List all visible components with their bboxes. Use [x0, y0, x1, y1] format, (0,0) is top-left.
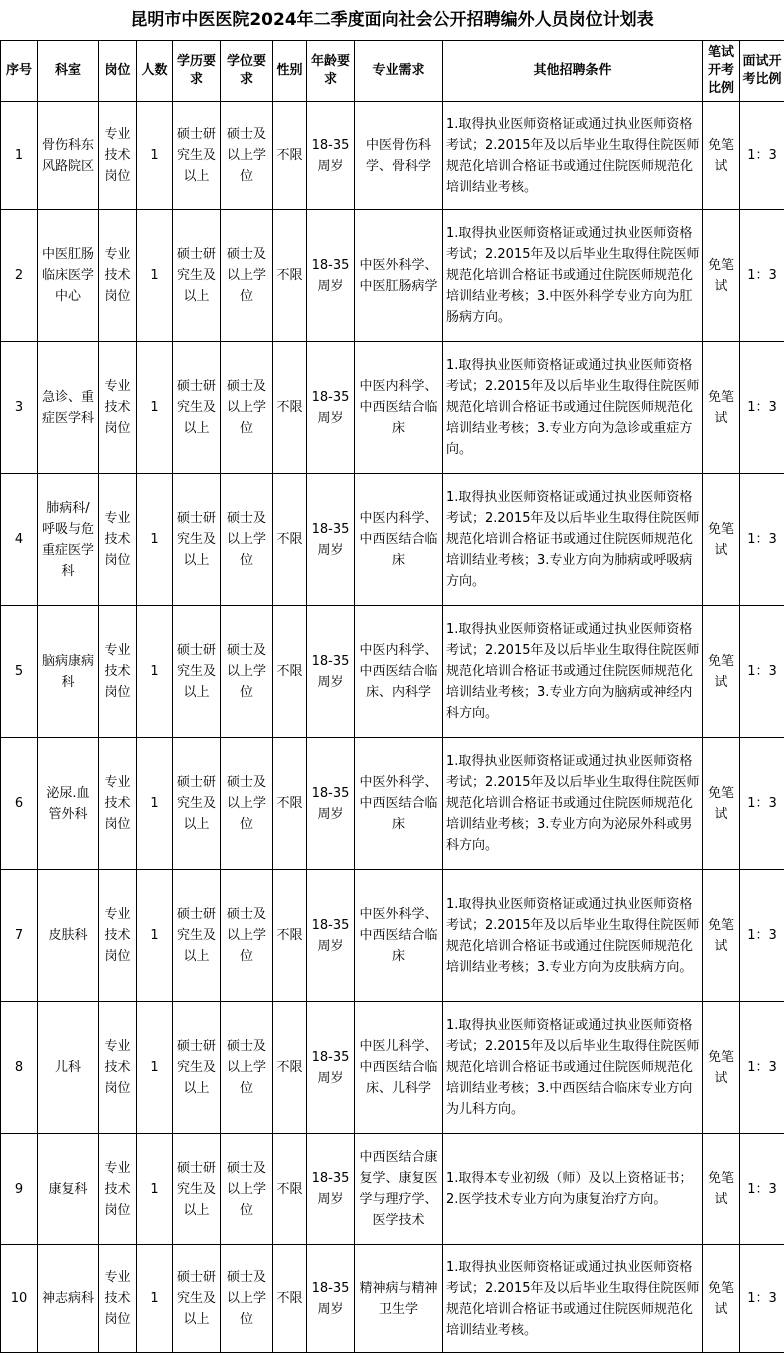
cell-interview: 1：3: [740, 210, 784, 342]
cell-gender: 不限: [273, 606, 307, 738]
table-row: [1, 1245, 784, 1353]
cell-interview: 1：3: [740, 102, 784, 210]
header-cell: 学历要求: [173, 41, 221, 102]
header-cell: 专业需求: [355, 41, 443, 102]
cell-major: 中医内科学、中西医结合临床: [355, 474, 443, 606]
cell-edu: 硕士研究生及以上: [173, 1134, 221, 1245]
table-row: [1, 342, 784, 474]
cell-post: 专业技术岗位: [99, 606, 137, 738]
header-cell: 其他招聘条件: [443, 41, 703, 102]
cell-post: 专业技术岗位: [99, 1245, 137, 1353]
cell-gender: 不限: [273, 1134, 307, 1245]
cell-edu: 硕士研究生及以上: [173, 474, 221, 606]
cell-major: 中医外科学、中医肛肠病学: [355, 210, 443, 342]
cell-conditions: 1.取得执业医师资格证或通过执业医师资格考试；2.2015年及以后毕业生取得住院医师规范化培训合格证书或通过住院医师规范化培训结业考核；3.中医外科学专业方向为肛肠病方向。: [443, 210, 703, 342]
cell-no: 3: [1, 342, 38, 474]
cell-edu: 硕士研究生及以上: [173, 738, 221, 870]
cell-major: 中医外科学、中西医结合临床: [355, 870, 443, 1002]
cell-interview: 1：3: [740, 738, 784, 870]
cell-written: 免笔试: [703, 1002, 740, 1134]
header-cell: 岗位: [99, 41, 137, 102]
cell-count: 1: [137, 210, 173, 342]
cell-degree: 硕士及以上学位: [221, 1134, 273, 1245]
table-row: [1, 738, 784, 870]
cell-written: 免笔试: [703, 102, 740, 210]
cell-age: 18-35周岁: [307, 1245, 355, 1353]
cell-written: 免笔试: [703, 210, 740, 342]
header-cell: 笔试开考比例: [703, 41, 740, 102]
cell-dept: 急诊、重症医学科: [38, 342, 99, 474]
cell-gender: 不限: [273, 1002, 307, 1134]
cell-written: 免笔试: [703, 738, 740, 870]
cell-conditions: 1.取得执业医师资格证或通过执业医师资格考试；2.2015年及以后毕业生取得住院医师规范化培训合格证书或通过住院医师规范化培训结业考核；3.专业方向为泌尿外科或男科方向。: [443, 738, 703, 870]
cell-interview: 1：3: [740, 870, 784, 1002]
cell-age: 18-35周岁: [307, 342, 355, 474]
table-row: [1, 102, 784, 210]
cell-gender: 不限: [273, 870, 307, 1002]
header-cell: 性别: [273, 41, 307, 102]
header-cell: 序号: [1, 41, 38, 102]
cell-written: 免笔试: [703, 342, 740, 474]
cell-no: 9: [1, 1134, 38, 1245]
cell-no: 1: [1, 102, 38, 210]
cell-count: 1: [137, 606, 173, 738]
cell-degree: 硕士及以上学位: [221, 342, 273, 474]
cell-major: 中医儿科学、中西医结合临床、儿科学: [355, 1002, 443, 1134]
table-body: [1, 102, 784, 1353]
cell-age: 18-35周岁: [307, 102, 355, 210]
cell-degree: 硕士及以上学位: [221, 1245, 273, 1353]
cell-no: 5: [1, 606, 38, 738]
cell-age: 18-35周岁: [307, 210, 355, 342]
cell-conditions: 1.取得执业医师资格证或通过执业医师资格考试；2.2015年及以后毕业生取得住院医师规范化培训合格证书或通过住院医师规范化培训结业考核。: [443, 1245, 703, 1353]
cell-post: 专业技术岗位: [99, 474, 137, 606]
cell-edu: 硕士研究生及以上: [173, 342, 221, 474]
cell-post: 专业技术岗位: [99, 738, 137, 870]
cell-no: 2: [1, 210, 38, 342]
cell-no: 10: [1, 1245, 38, 1353]
cell-major: 中西医结合康复学、康复医学与理疗学、医学技术: [355, 1134, 443, 1245]
cell-conditions: 1.取得执业医师资格证或通过执业医师资格考试；2.2015年及以后毕业生取得住院医师规范化培训合格证书或通过住院医师规范化培训结业考核；3.专业方向为皮肤病方向。: [443, 870, 703, 1002]
table-row: [1, 1002, 784, 1134]
table-row: [1, 1134, 784, 1245]
cell-dept: 泌尿.血管外科: [38, 738, 99, 870]
cell-degree: 硕士及以上学位: [221, 738, 273, 870]
cell-major: 精神病与精神卫生学: [355, 1245, 443, 1353]
cell-post: 专业技术岗位: [99, 1134, 137, 1245]
table-row: [1, 210, 784, 342]
cell-gender: 不限: [273, 1245, 307, 1353]
cell-gender: 不限: [273, 342, 307, 474]
cell-count: 1: [137, 1245, 173, 1353]
table-row: [1, 870, 784, 1002]
cell-interview: 1：3: [740, 342, 784, 474]
cell-written: 免笔试: [703, 1245, 740, 1353]
cell-degree: 硕士及以上学位: [221, 102, 273, 210]
cell-no: 6: [1, 738, 38, 870]
header-cell: 学位要求: [221, 41, 273, 102]
cell-edu: 硕士研究生及以上: [173, 870, 221, 1002]
cell-degree: 硕士及以上学位: [221, 606, 273, 738]
cell-conditions: 1.取得执业医师资格证或通过执业医师资格考试；2.2015年及以后毕业生取得住院医师规范化培训合格证书或通过住院医师规范化培训结业考核；3.专业方向为肺病或呼吸病方向。: [443, 474, 703, 606]
cell-age: 18-35周岁: [307, 738, 355, 870]
cell-age: 18-35周岁: [307, 1134, 355, 1245]
cell-conditions: 1.取得执业医师资格证或通过执业医师资格考试；2.2015年及以后毕业生取得住院医师规范化培训合格证书或通过住院医师规范化培训结业考核；3.专业方向为急诊或重症方向。: [443, 342, 703, 474]
cell-post: 专业技术岗位: [99, 210, 137, 342]
cell-degree: 硕士及以上学位: [221, 210, 273, 342]
cell-dept: 神志病科: [38, 1245, 99, 1353]
cell-edu: 硕士研究生及以上: [173, 1245, 221, 1353]
cell-degree: 硕士及以上学位: [221, 1002, 273, 1134]
cell-major: 中医骨伤科学、骨科学: [355, 102, 443, 210]
cell-post: 专业技术岗位: [99, 870, 137, 1002]
cell-edu: 硕士研究生及以上: [173, 1002, 221, 1134]
cell-interview: 1：3: [740, 606, 784, 738]
cell-major: 中医内科学、中西医结合临床、内科学: [355, 606, 443, 738]
header-cell: 科室: [38, 41, 99, 102]
cell-post: 专业技术岗位: [99, 342, 137, 474]
cell-major: 中医内科学、中西医结合临床: [355, 342, 443, 474]
header-cell: 面试开考比例: [740, 41, 784, 102]
cell-count: 1: [137, 870, 173, 1002]
cell-conditions: 1.取得执业医师资格证或通过执业医师资格考试；2.2015年及以后毕业生取得住院医师规范化培训合格证书或通过住院医师规范化培训结业考核；3.专业方向为脑病或神经内科方向。: [443, 606, 703, 738]
header-row: [1, 41, 784, 102]
cell-degree: 硕士及以上学位: [221, 474, 273, 606]
cell-edu: 硕士研究生及以上: [173, 606, 221, 738]
cell-count: 1: [137, 1134, 173, 1245]
cell-edu: 硕士研究生及以上: [173, 210, 221, 342]
cell-dept: 康复科: [38, 1134, 99, 1245]
cell-count: 1: [137, 474, 173, 606]
cell-post: 专业技术岗位: [99, 1002, 137, 1134]
cell-age: 18-35周岁: [307, 1002, 355, 1134]
recruitment-table: [0, 40, 784, 1353]
cell-dept: 儿科: [38, 1002, 99, 1134]
cell-edu: 硕士研究生及以上: [173, 102, 221, 210]
cell-interview: 1：3: [740, 1002, 784, 1134]
cell-interview: 1：3: [740, 1245, 784, 1353]
cell-dept: 中医肛肠临床医学中心: [38, 210, 99, 342]
cell-age: 18-35周岁: [307, 474, 355, 606]
cell-age: 18-35周岁: [307, 870, 355, 1002]
cell-written: 免笔试: [703, 606, 740, 738]
cell-count: 1: [137, 102, 173, 210]
cell-count: 1: [137, 342, 173, 474]
cell-count: 1: [137, 738, 173, 870]
cell-age: 18-35周岁: [307, 606, 355, 738]
header-cell: 人数: [137, 41, 173, 102]
page-title: 昆明市中医医院2024年二季度面向社会公开招聘编外人员岗位计划表: [130, 10, 654, 30]
cell-written: 免笔试: [703, 870, 740, 1002]
cell-no: 7: [1, 870, 38, 1002]
cell-post: 专业技术岗位: [99, 102, 137, 210]
cell-dept: 骨伤科东风路院区: [38, 102, 99, 210]
cell-written: 免笔试: [703, 1134, 740, 1245]
cell-dept: 皮肤科: [38, 870, 99, 1002]
cell-dept: 脑病康病科: [38, 606, 99, 738]
header-cell: 年龄要求: [307, 41, 355, 102]
cell-count: 1: [137, 1002, 173, 1134]
cell-dept: 肺病科/呼吸与危重症医学科: [38, 474, 99, 606]
cell-no: 8: [1, 1002, 38, 1134]
cell-gender: 不限: [273, 210, 307, 342]
cell-interview: 1：3: [740, 1134, 784, 1245]
table-row: [1, 606, 784, 738]
cell-gender: 不限: [273, 738, 307, 870]
cell-conditions: 1.取得执业医师资格证或通过执业医师资格考试；2.2015年及以后毕业生取得住院医师规范化培训合格证书或通过住院医师规范化培训结业考核；3.中西医结合临床专业方向为儿科方向。: [443, 1002, 703, 1134]
cell-interview: 1：3: [740, 474, 784, 606]
cell-conditions: 1.取得执业医师资格证或通过执业医师资格考试；2.2015年及以后毕业生取得住院医师规范化培训合格证书或通过住院医师规范化培训结业考核。: [443, 102, 703, 210]
cell-written: 免笔试: [703, 474, 740, 606]
cell-degree: 硕士及以上学位: [221, 870, 273, 1002]
cell-conditions: 1.取得本专业初级（师）及以上资格证书；2.医学技术专业方向为康复治疗方向。: [443, 1134, 703, 1245]
cell-major: 中医外科学、中西医结合临床: [355, 738, 443, 870]
table-row: [1, 474, 784, 606]
cell-gender: 不限: [273, 474, 307, 606]
cell-no: 4: [1, 474, 38, 606]
cell-gender: 不限: [273, 102, 307, 210]
